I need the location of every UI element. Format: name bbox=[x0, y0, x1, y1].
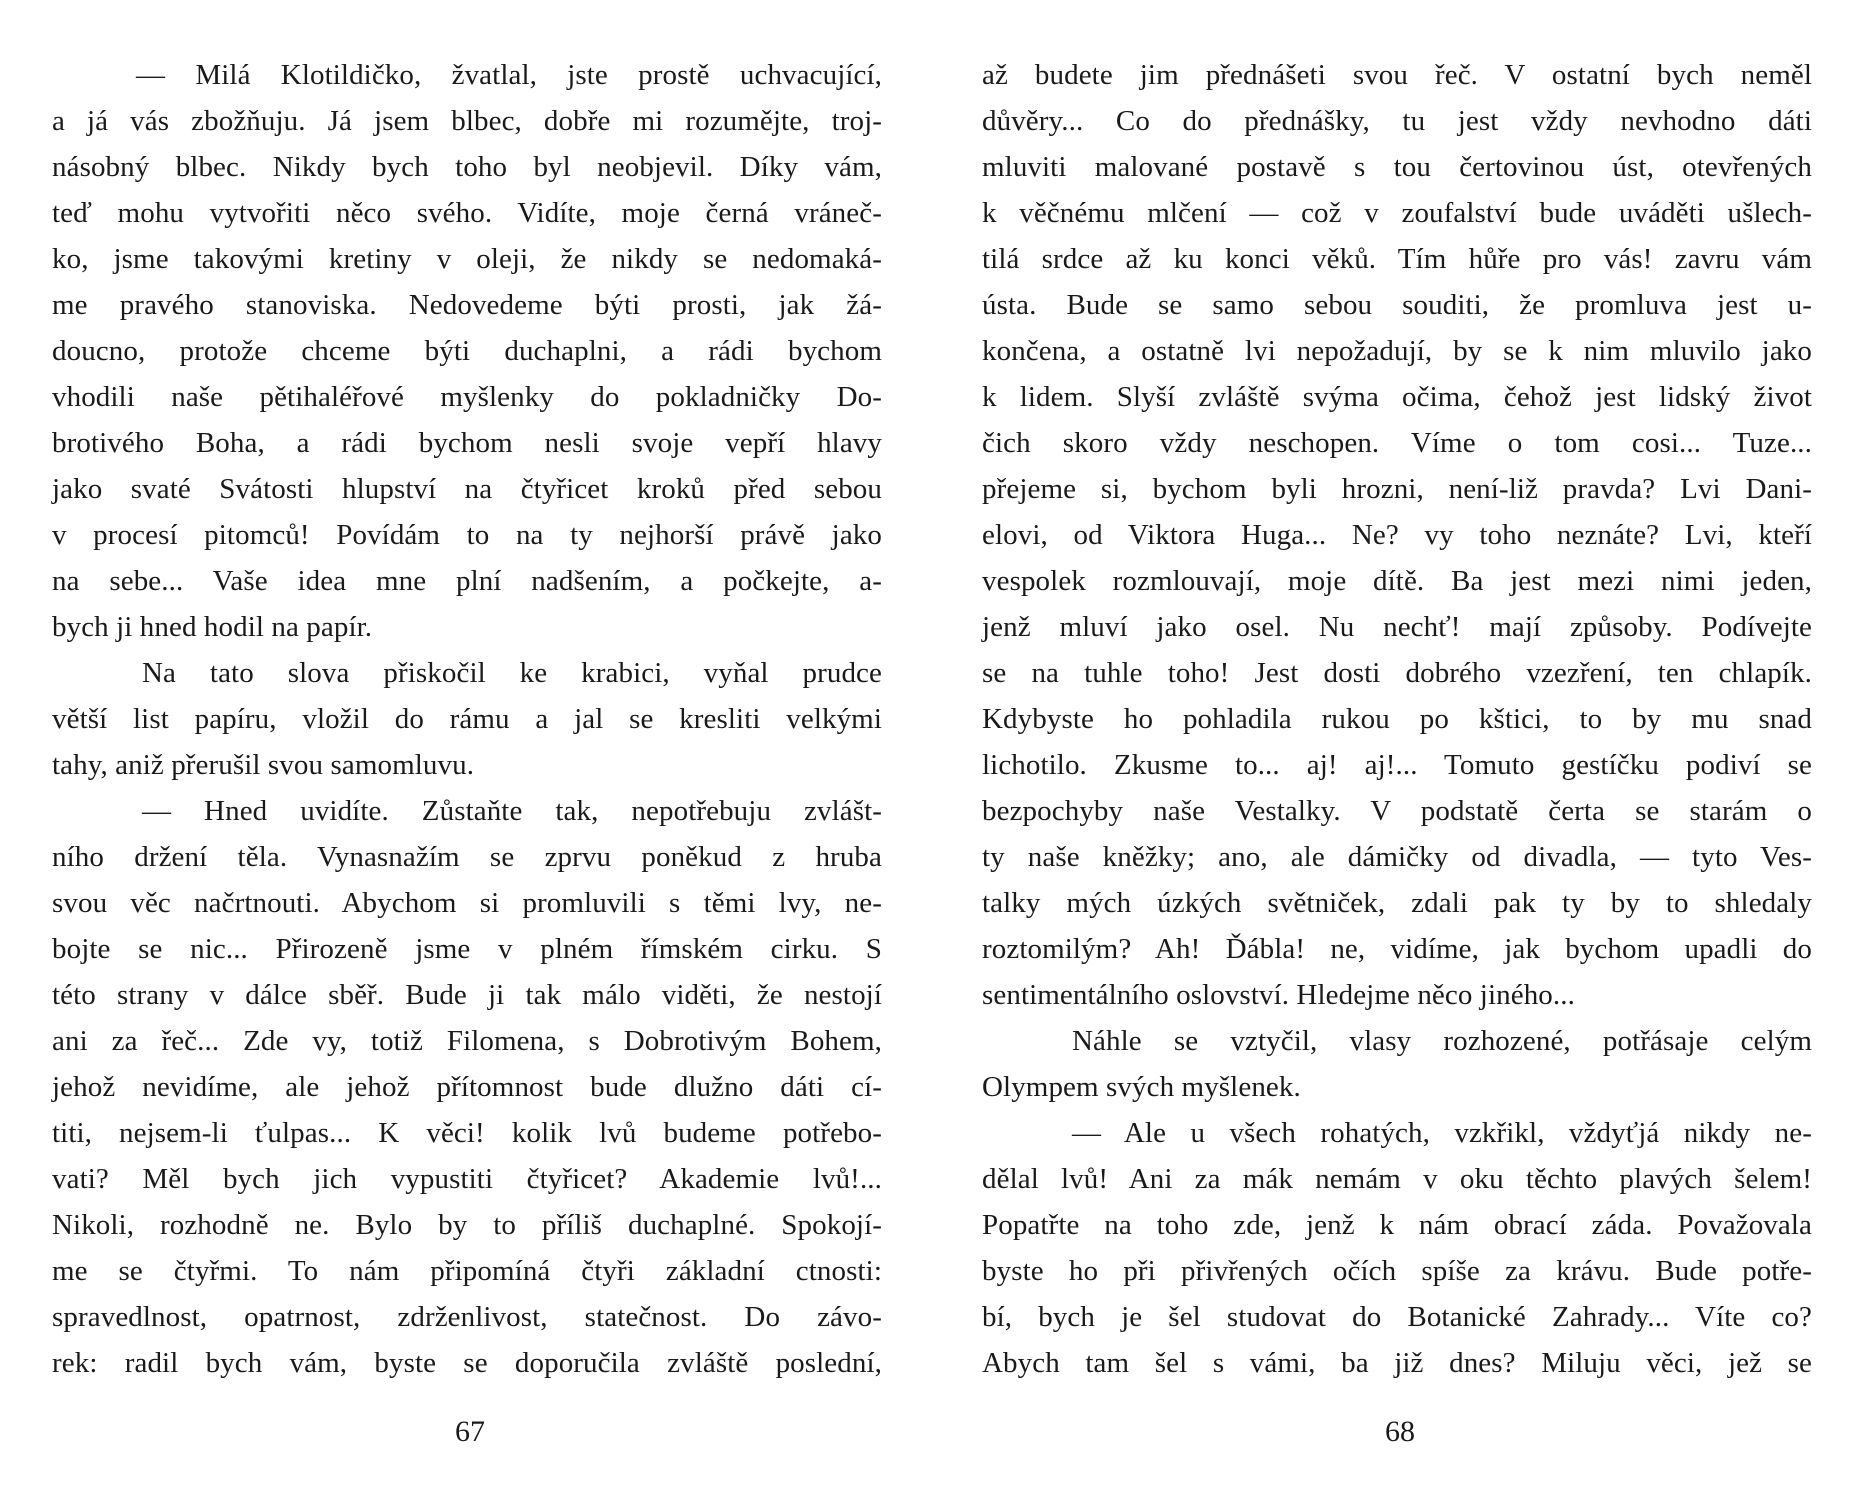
left-page bbox=[52, 52, 882, 1386]
text-line: sentimentálního oslovství. Hledejme něco jiného... bbox=[982, 979, 1575, 1011]
text-line: ty naše kněžky; ano, ale dámičky od divadla, — tyto Ves- bbox=[982, 841, 1812, 873]
text-line: na sebe... Vaše idea mne plní nadšením, a počkejte, a- bbox=[52, 565, 882, 597]
text-line: Popatřte na toho zde, jenž k nám obrací záda. Považovala bbox=[982, 1209, 1812, 1241]
text-line: Olympem svých myšlenek. bbox=[982, 1071, 1301, 1103]
text-line: doucno, protože chceme býti duchaplni, a rádi bychom bbox=[52, 335, 882, 367]
text-line: ústa. Bude se samo sebou souditi, že promluva jest u- bbox=[982, 289, 1812, 321]
text-line: me se čtyřmi. To nám připomíná čtyři základní ctnosti: bbox=[52, 1255, 882, 1287]
text-line: Na tato slova přiskočil ke krabici, vyňal prudce bbox=[142, 657, 882, 689]
text-line: až budete jim přednášeti svou řeč. V ostatní bych neměl bbox=[982, 59, 1812, 91]
text-line: elovi, od Viktora Huga... Ne? vy toho neznáte? Lvi, kteří bbox=[982, 519, 1812, 551]
text-line: ani za řeč... Zde vy, totiž Filomena, s Dobrotivým Bohem, bbox=[52, 1025, 882, 1057]
text-line: titi, nejsem-li ťulpas... K věci! kolik lvů budeme potřebo- bbox=[52, 1117, 882, 1149]
text-line: me pravého stanoviska. Nedovedeme býti prosti, jak žá- bbox=[52, 289, 882, 321]
text-line: — Hned uvidíte. Zůstaňte tak, nepotřebuju zvlášt- bbox=[142, 795, 882, 827]
text-line: přejeme si, bychom byli hrozni, není-liž pravda? Lvi Dani- bbox=[982, 473, 1812, 505]
text-line: ko, jsme takovými kretiny v oleji, že nikdy se nedomaká- bbox=[52, 243, 882, 275]
text-line: končena, a ostatně lvi nepožadují, by se k nim mluvilo jako bbox=[982, 335, 1812, 367]
text-line: bych ji hned hodil na papír. bbox=[52, 611, 373, 643]
text-line: větší list papíru, vložil do rámu a jal se kresliti velkými bbox=[52, 703, 882, 735]
text-line: svou věc načrtnouti. Abychom si promluvili s těmi lvy, ne- bbox=[52, 887, 882, 919]
text-line: roztomilým? Ah! Ďábla! ne, vidíme, jak bychom upadli do bbox=[982, 933, 1812, 965]
text-line: vhodili naše pětihaléřové myšlenky do pokladničky Do- bbox=[52, 381, 882, 413]
text-line: byste ho při přivřených očích spíše za krávu. Bude potře- bbox=[982, 1255, 1812, 1287]
text-line: dělal lvů! Ani za mák nemám v oku těchto plavých šelem! bbox=[982, 1163, 1812, 1195]
text-line: bezpochyby naše Vestalky. V podstatě čerta se starám o bbox=[982, 795, 1812, 827]
text-line: tahy, aniž přerušil svou samomluvu. bbox=[52, 749, 475, 781]
text-line: důvěry... Co do přednášky, tu jest vždy nevhodno dáti bbox=[982, 105, 1812, 137]
text-line: Nikoli, rozhodně ne. Bylo by to příliš duchaplné. Spokojí- bbox=[52, 1209, 882, 1241]
right-page bbox=[982, 52, 1812, 1386]
text-line: tilá srdce až ku konci věků. Tím hůře pro vás! zavru vám bbox=[982, 243, 1812, 275]
text-line: teď mohu vytvořiti něco svého. Vidíte, moje černá vráneč- bbox=[52, 197, 882, 229]
text-line: spravedlnost, opatrnost, zdrženlivost, statečnost. Do závo- bbox=[52, 1301, 882, 1333]
text-line: v procesí pitomců! Povídám to na ty nejhorší právě jako bbox=[52, 519, 882, 551]
text-line: Kdybyste ho pohladila rukou po kštici, to by mu snad bbox=[982, 703, 1812, 735]
text-line: a já vás zbožňuju. Já jsem blbec, dobře mi rozumějte, troj- bbox=[52, 105, 882, 137]
text-line: vati? Měl bych jich vypustiti čtyřicet? Akademie lvů!... bbox=[52, 1163, 882, 1195]
text-line: bí, bych je šel studovat do Botanické Zahrady... Víte co? bbox=[982, 1301, 1812, 1333]
text-line: ního držení těla. Vynasnažím se zprvu poněkud z hruba bbox=[52, 841, 882, 873]
text-line: Abych tam šel s vámi, ba již dnes? Miluju věci, jež se bbox=[982, 1347, 1812, 1379]
page-number-left: 67 bbox=[455, 1415, 485, 1448]
text-line: Náhle se vztyčil, vlasy rozhozené, potřásaje celým bbox=[1072, 1025, 1812, 1057]
text-line: lichotilo. Zkusme to... aj! aj!... Tomuto gestíčku podiví se bbox=[982, 749, 1812, 781]
text-line: jehož nevidíme, ale jehož přítomnost bude dlužno dáti cí- bbox=[52, 1071, 882, 1103]
text-line: jenž mluví jako osel. Nu nechť! mají způsoby. Podívejte bbox=[982, 611, 1812, 643]
text-line: se na tuhle toho! Jest dosti dobrého vzezření, ten chlapík. bbox=[982, 657, 1812, 689]
text-line: této strany v dálce sběř. Bude ji tak málo viděti, že nestojí bbox=[52, 979, 882, 1011]
text-line: k věčnému mlčení — což v zoufalství bude uváděti ušlech- bbox=[982, 197, 1812, 229]
text-line: k lidem. Slyší zvláště svýma očima, čehož jest lidský život bbox=[982, 381, 1812, 413]
text-line: jako svaté Svátosti hlupství na čtyřicet kroků před sebou bbox=[52, 473, 882, 505]
page-number-right: 68 bbox=[1385, 1415, 1415, 1448]
text-line: talky mých úzkých světniček, zdali pak ty by to shledaly bbox=[982, 887, 1812, 919]
text-line: čich skoro vždy neschopen. Víme o tom cosi... Tuze... bbox=[982, 427, 1812, 459]
text-line: mluviti malované postavě s tou čertovinou úst, otevřených bbox=[982, 151, 1812, 183]
text-line: násobný blbec. Nikdy bych toho byl neobjevil. Díky vám, bbox=[52, 151, 882, 183]
text-line: bojte se nic... Přirozeně jsme v plném římském cirku. S bbox=[52, 933, 882, 965]
text-line: brotivého Boha, a rádi bychom nesli svoje vepří hlavy bbox=[52, 427, 882, 459]
text-line: vespolek rozmlouvají, moje dítě. Ba jest mezi nimi jeden, bbox=[982, 565, 1812, 597]
text-line: — Ale u všech rohatých, vzkřikl, vždyťjá nikdy ne- bbox=[1072, 1117, 1812, 1149]
text-line: — Milá Klotildičko, žvatlal, jste prostě uchvacující, bbox=[136, 59, 882, 91]
text-line: rek: radil bych vám, byste se doporučila zvláště poslední, bbox=[52, 1347, 882, 1379]
